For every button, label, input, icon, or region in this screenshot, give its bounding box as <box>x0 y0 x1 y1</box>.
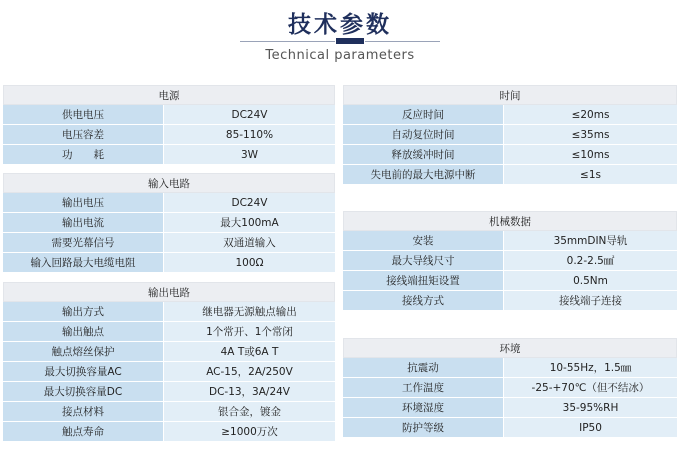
row-label: 输出电流 <box>3 213 164 233</box>
row-label: 自动复位时间 <box>343 125 504 145</box>
table-row <box>343 231 677 251</box>
table-row <box>343 105 677 125</box>
row-value: 3W <box>164 145 335 165</box>
row-value: 双通道输入 <box>164 233 335 253</box>
section-input-circuit <box>3 173 335 273</box>
table-row <box>3 253 335 273</box>
row-label: 功 耗 <box>3 145 164 165</box>
table-row <box>3 362 335 382</box>
section-mechanical-data <box>343 211 677 311</box>
row-value: DC-13，3A/24V <box>164 382 335 402</box>
page-subtitle: Technical parameters <box>265 48 415 63</box>
row-label: 输出触点 <box>3 322 164 342</box>
row-value: 85-110% <box>164 125 335 145</box>
row-value: IP50 <box>504 418 677 438</box>
row-value: 35mmDIN导轨 <box>504 231 677 251</box>
row-value: ≥1000万次 <box>164 422 335 442</box>
row-value: ≤20ms <box>504 105 677 125</box>
row-value: 接线端子连接 <box>504 291 677 311</box>
table-row <box>343 165 677 185</box>
title-rule-right <box>365 41 440 42</box>
table-row <box>3 342 335 362</box>
section-power <box>3 85 335 165</box>
row-label: 输出方式 <box>3 302 164 322</box>
section-timing <box>343 85 677 185</box>
table-row <box>343 358 677 378</box>
row-value: ≤1s <box>504 165 677 185</box>
table-row <box>343 145 677 165</box>
row-value: 0.2-2.5㎟ <box>504 251 677 271</box>
table-row <box>3 382 335 402</box>
row-label: 反应时间 <box>343 105 504 125</box>
row-value: ≤10ms <box>504 145 677 165</box>
row-label: 最大切换容量DC <box>3 382 164 402</box>
section-title: 输入电路 <box>3 173 335 193</box>
row-value: ≤35ms <box>504 125 677 145</box>
row-value: DC24V <box>164 193 335 213</box>
row-label: 输入回路最大电缆电阻 <box>3 253 164 273</box>
table-row <box>3 193 335 213</box>
table-row <box>343 418 677 438</box>
table-row <box>3 213 335 233</box>
title-rule-accent <box>336 38 364 44</box>
row-value: 银合金，镀金 <box>164 402 335 422</box>
row-label: 最大导线尺寸 <box>343 251 504 271</box>
table-row <box>343 378 677 398</box>
row-label: 接线方式 <box>343 291 504 311</box>
row-value: 1个常开、1个常闭 <box>164 322 335 342</box>
section-title: 输出电路 <box>3 282 335 302</box>
row-label: 需要光幕信号 <box>3 233 164 253</box>
table-row <box>343 291 677 311</box>
row-label: 接点材料 <box>3 402 164 422</box>
row-value: 100Ω <box>164 253 335 273</box>
row-value: 35-95%RH <box>504 398 677 418</box>
row-label: 供电电压 <box>3 105 164 125</box>
row-label: 最大切换容量AC <box>3 362 164 382</box>
table-row <box>3 145 335 165</box>
row-value: 继电器无源触点输出 <box>164 302 335 322</box>
table-row <box>343 398 677 418</box>
row-value: -25-+70℃（但不结冰） <box>504 378 677 398</box>
page-title: 技术参数 <box>288 12 392 38</box>
row-label: 工作温度 <box>343 378 504 398</box>
section-title: 环境 <box>343 338 677 358</box>
row-value: 0.5Nm <box>504 271 677 291</box>
title-rule-left <box>240 41 335 42</box>
row-label: 输出电压 <box>3 193 164 213</box>
row-value: AC-15，2A/250V <box>164 362 335 382</box>
row-label: 防护等级 <box>343 418 504 438</box>
row-value: 4A T或6A T <box>164 342 335 362</box>
row-label: 失电前的最大电源中断 <box>343 165 504 185</box>
section-output-circuit <box>3 282 335 442</box>
table-row <box>3 105 335 125</box>
section-title: 电源 <box>3 85 335 105</box>
row-value: DC24V <box>164 105 335 125</box>
row-label: 电压容差 <box>3 125 164 145</box>
table-row <box>3 233 335 253</box>
table-row <box>3 125 335 145</box>
row-label: 环境湿度 <box>343 398 504 418</box>
row-label: 安装 <box>343 231 504 251</box>
table-row <box>3 422 335 442</box>
row-value: 10-55Hz，1.5㎜ <box>504 358 677 378</box>
row-label: 接线端扭矩设置 <box>343 271 504 291</box>
row-label: 触点熔丝保护 <box>3 342 164 362</box>
row-label: 触点寿命 <box>3 422 164 442</box>
header <box>0 0 680 80</box>
section-title: 时间 <box>343 85 677 105</box>
table-row <box>3 302 335 322</box>
row-label: 释放缓冲时间 <box>343 145 504 165</box>
table-row <box>343 271 677 291</box>
row-label: 抗震动 <box>343 358 504 378</box>
table-row <box>343 125 677 145</box>
section-environment <box>343 338 677 438</box>
table-row <box>343 251 677 271</box>
table-row <box>3 402 335 422</box>
row-value: 最大100mA <box>164 213 335 233</box>
section-title: 机械数据 <box>343 211 677 231</box>
table-row <box>3 322 335 342</box>
